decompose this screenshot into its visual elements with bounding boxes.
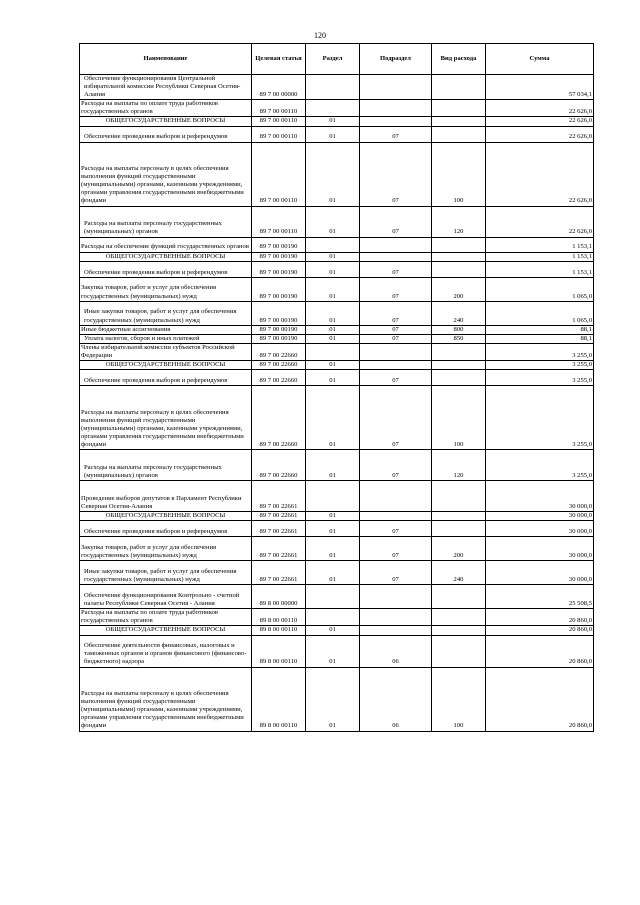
row-name-cell: Члены избирательной комиссии субъектов Российской Федерации [80,343,252,360]
table-row [80,237,594,252]
row-name-cell: Расходы на выплаты персоналу в целях обеспечения выполнения функций государственными (муниципальными) органами, казенными учреждениями, органами управления государственными внебюджетными фондами [80,386,252,450]
row-expense-type-cell [432,75,486,100]
table-row [80,521,594,537]
table-row [80,206,594,237]
row-name-cell: Обеспечение проведения выборов и референдумов [80,126,252,142]
row-name-cell: ОБЩЕГОСУДАРСТВЕННЫЕ ВОПРОСЫ [80,626,252,635]
row-expense-type-cell [432,512,486,521]
row-name-cell: ОБЩЕГОСУДАРСТВЕННЫЕ ВОПРОСЫ [80,512,252,521]
row-subsection-cell [360,237,432,252]
row-expense-type-cell [432,237,486,252]
row-sum-cell: 22 626,0 [486,126,594,142]
row-expense-type-cell [432,117,486,126]
table-row [80,343,594,360]
table-row [80,667,594,731]
row-target-cell: 89 7 00 22661 [252,481,306,512]
row-expense-type-cell [432,126,486,142]
row-section-cell: 01 [306,386,360,450]
header-subsection: Подраздел [360,44,432,75]
table-row [80,361,594,370]
row-subsection-cell [360,117,432,126]
row-name-cell: Обеспечение функционирования Контрольно - счетной палаты Республики Северная Осетия - Алания [80,585,252,609]
row-target-cell: 89 7 00 00000 [252,75,306,100]
table-row [80,75,594,100]
row-section-cell: 01 [306,206,360,237]
row-section-cell [306,481,360,512]
table-row [80,585,594,609]
row-sum-cell: 88,1 [486,334,594,343]
row-subsection-cell [360,512,432,521]
row-expense-type-cell: 100 [432,667,486,731]
row-sum-cell: 22 626,0 [486,206,594,237]
row-subsection-cell [360,626,432,635]
row-name-cell: Расходы на выплаты по оплате труда работников государственных органов [80,609,252,626]
table-row [80,252,594,261]
row-subsection-cell: 07 [360,126,432,142]
table-row [80,561,594,585]
row-subsection-cell: 07 [360,561,432,585]
row-expense-type-cell [432,370,486,386]
row-target-cell: 89 7 00 00190 [252,261,306,277]
row-subsection-cell [360,585,432,609]
row-sum-cell: 22 626,0 [486,142,594,206]
row-target-cell: 89 8 00 00110 [252,626,306,635]
row-target-cell: 89 8 00 00110 [252,609,306,626]
row-subsection-cell: 07 [360,325,432,334]
table-row [80,100,594,117]
row-name-cell: ОБЩЕГОСУДАРСТВЕННЫЕ ВОПРОСЫ [80,252,252,261]
row-section-cell: 01 [306,537,360,561]
row-name-cell: Проведение выборов депутатов в Парламент Республики Северная Осетия-Алания [80,481,252,512]
row-name-cell: Расходы на выплаты персоналу в целях обеспечения выполнения функций государственными (муниципальными) органами, казенными учреждениями, органами управления государственными внебюджетными фондами [80,142,252,206]
row-subsection-cell: 07 [360,301,432,325]
row-name-cell: Расходы на выплаты персоналу государственных (муниципальных) органов [80,450,252,481]
table-row [80,142,594,206]
row-name-cell: Расходы на выплаты персоналу государственных (муниципальных) органов [80,206,252,237]
row-sum-cell: 30 000,0 [486,561,594,585]
row-section-cell: 01 [306,667,360,731]
table-row [80,635,594,667]
row-expense-type-cell: 120 [432,450,486,481]
table-row [80,301,594,325]
row-sum-cell: 20 860,0 [486,667,594,731]
row-target-cell: 89 7 00 00110 [252,117,306,126]
row-section-cell: 01 [306,142,360,206]
table-row [80,512,594,521]
header-sum: Сумма [486,44,594,75]
row-section-cell: 01 [306,561,360,585]
row-section-cell [306,75,360,100]
row-subsection-cell: 07 [360,142,432,206]
row-name-cell: Иные бюджетные ассигнования [80,325,252,334]
row-sum-cell: 1 065,0 [486,277,594,301]
row-expense-type-cell: 240 [432,561,486,585]
row-subsection-cell [360,343,432,360]
row-section-cell: 01 [306,450,360,481]
row-target-cell: 89 7 00 22661 [252,537,306,561]
row-sum-cell: 88,1 [486,325,594,334]
row-sum-cell: 1 153,1 [486,261,594,277]
row-target-cell: 89 7 00 22660 [252,370,306,386]
table-header-row [80,44,594,75]
row-name-cell: Обеспечение деятельности финансовых, налоговых и таможенных органов и органов финансового (финансово-бюджетного) надзора [80,635,252,667]
row-subsection-cell [360,361,432,370]
header-expense-type: Вид расхода [432,44,486,75]
row-name-cell: Обеспечение функционирования Центральной избирательной комиссии Республики Северная Осетия-Алания [80,75,252,100]
row-name-cell: Закупка товаров, работ и услуг для обеспечения государственных (муниципальных) нужд [80,277,252,301]
row-name-cell: Расходы на выплаты по оплате труда работников государственных органов [80,100,252,117]
row-subsection-cell: 06 [360,635,432,667]
row-section-cell [306,237,360,252]
row-target-cell: 89 7 00 22660 [252,450,306,481]
row-target-cell: 89 7 00 22661 [252,561,306,585]
row-sum-cell: 30 000,0 [486,481,594,512]
row-subsection-cell [360,252,432,261]
row-sum-cell: 30 000,0 [486,537,594,561]
row-expense-type-cell [432,609,486,626]
row-sum-cell: 25 508,5 [486,585,594,609]
row-section-cell: 01 [306,512,360,521]
row-expense-type-cell: 100 [432,142,486,206]
table-row [80,386,594,450]
table-row [80,537,594,561]
row-sum-cell: 30 000,0 [486,521,594,537]
row-sum-cell: 1 065,0 [486,301,594,325]
table-row [80,334,594,343]
row-sum-cell: 57 034,1 [486,75,594,100]
row-target-cell: 89 8 00 00000 [252,585,306,609]
row-name-cell: Обеспечение проведения выборов и референдумов [80,521,252,537]
row-name-cell: Иные закупки товаров, работ и услуг для обеспечения государственных (муниципальных) нужд [80,301,252,325]
row-sum-cell: 20 860,0 [486,635,594,667]
row-name-cell: Обеспечение проведения выборов и референдумов [80,261,252,277]
row-sum-cell: 1 153,1 [486,252,594,261]
row-section-cell: 01 [306,361,360,370]
row-expense-type-cell: 200 [432,537,486,561]
row-name-cell: Иные закупки товаров, работ и услуг для обеспечения государственных (муниципальных) нужд [80,561,252,585]
row-target-cell: 89 7 00 22660 [252,361,306,370]
row-subsection-cell: 07 [360,537,432,561]
row-expense-type-cell: 800 [432,325,486,334]
header-section: Раздел [306,44,360,75]
header-name: Наименование [80,44,252,75]
row-sum-cell: 22 626,0 [486,100,594,117]
row-target-cell: 89 7 00 22661 [252,521,306,537]
row-subsection-cell: 07 [360,450,432,481]
row-section-cell: 01 [306,370,360,386]
table-row [80,117,594,126]
row-target-cell: 89 7 00 00190 [252,301,306,325]
row-target-cell: 89 7 00 00190 [252,252,306,261]
row-section-cell: 01 [306,261,360,277]
table-row [80,126,594,142]
row-target-cell: 89 7 00 00110 [252,206,306,237]
row-section-cell [306,609,360,626]
row-section-cell [306,100,360,117]
row-section-cell: 01 [306,635,360,667]
row-expense-type-cell [432,635,486,667]
row-expense-type-cell [432,261,486,277]
row-target-cell: 89 7 00 22661 [252,512,306,521]
row-sum-cell: 3 255,0 [486,386,594,450]
row-expense-type-cell [432,521,486,537]
row-subsection-cell: 07 [360,334,432,343]
row-subsection-cell: 07 [360,370,432,386]
row-name-cell: ОБЩЕГОСУДАРСТВЕННЫЕ ВОПРОСЫ [80,361,252,370]
row-expense-type-cell [432,100,486,117]
row-target-cell: 89 8 00 00110 [252,635,306,667]
row-expense-type-cell [432,252,486,261]
row-expense-type-cell: 100 [432,386,486,450]
row-section-cell: 01 [306,126,360,142]
row-expense-type-cell [432,361,486,370]
row-subsection-cell: 07 [360,521,432,537]
row-sum-cell: 3 255,0 [486,361,594,370]
row-subsection-cell [360,75,432,100]
row-target-cell: 89 7 00 22660 [252,343,306,360]
budget-table [79,43,594,732]
row-sum-cell: 1 153,1 [486,237,594,252]
table-row [80,370,594,386]
row-subsection-cell: 06 [360,667,432,731]
table-body [80,75,594,732]
table-row [80,277,594,301]
table-row [80,325,594,334]
row-name-cell: Обеспечение проведения выборов и референдумов [80,370,252,386]
row-target-cell: 89 7 00 00110 [252,142,306,206]
row-subsection-cell [360,609,432,626]
row-target-cell: 89 7 00 00190 [252,325,306,334]
row-name-cell: Закупка товаров, работ и услуг для обеспечения государственных (муниципальных) нужд [80,537,252,561]
row-section-cell [306,585,360,609]
row-target-cell: 89 7 00 22660 [252,386,306,450]
row-target-cell: 89 7 00 00110 [252,100,306,117]
row-subsection-cell: 07 [360,206,432,237]
row-section-cell: 01 [306,334,360,343]
row-subsection-cell: 07 [360,386,432,450]
row-sum-cell: 30 000,0 [486,512,594,521]
row-target-cell: 89 7 00 00110 [252,126,306,142]
row-subsection-cell: 07 [360,261,432,277]
row-sum-cell: 3 255,0 [486,370,594,386]
row-name-cell: ОБЩЕГОСУДАРСТВЕННЫЕ ВОПРОСЫ [80,117,252,126]
table-row [80,626,594,635]
header-target: Целевая статья [252,44,306,75]
row-subsection-cell [360,481,432,512]
page-number: 120 [314,31,326,40]
row-section-cell: 01 [306,521,360,537]
row-subsection-cell: 07 [360,277,432,301]
row-sum-cell: 3 255,0 [486,450,594,481]
row-name-cell: Расходы на обеспечение функций государственных органов [80,237,252,252]
row-expense-type-cell [432,343,486,360]
row-section-cell: 01 [306,626,360,635]
row-section-cell: 01 [306,325,360,334]
row-expense-type-cell [432,481,486,512]
row-sum-cell: 20 860,0 [486,609,594,626]
table-row [80,261,594,277]
row-target-cell: 89 7 00 00190 [252,277,306,301]
row-name-cell: Расходы на выплаты персоналу в целях обеспечения выполнения функций государственными (муниципальными) органами, казенными учреждениями, органами управления государственными внебюджетными фондами [80,667,252,731]
row-expense-type-cell: 120 [432,206,486,237]
row-expense-type-cell [432,585,486,609]
row-subsection-cell [360,100,432,117]
table-row [80,481,594,512]
row-section-cell: 01 [306,301,360,325]
row-section-cell: 01 [306,277,360,301]
row-target-cell: 89 7 00 00190 [252,237,306,252]
row-expense-type-cell: 200 [432,277,486,301]
row-target-cell: 89 7 00 00190 [252,334,306,343]
row-section-cell: 01 [306,117,360,126]
row-section-cell: 01 [306,252,360,261]
row-sum-cell: 22 626,0 [486,117,594,126]
row-target-cell: 89 8 00 00110 [252,667,306,731]
row-sum-cell: 20 860,0 [486,626,594,635]
table-row [80,609,594,626]
row-expense-type-cell [432,626,486,635]
row-sum-cell: 3 255,0 [486,343,594,360]
table-row [80,450,594,481]
row-expense-type-cell: 240 [432,301,486,325]
row-expense-type-cell: 850 [432,334,486,343]
row-name-cell: Уплата налогов, сборов и иных платежей [80,334,252,343]
row-section-cell [306,343,360,360]
